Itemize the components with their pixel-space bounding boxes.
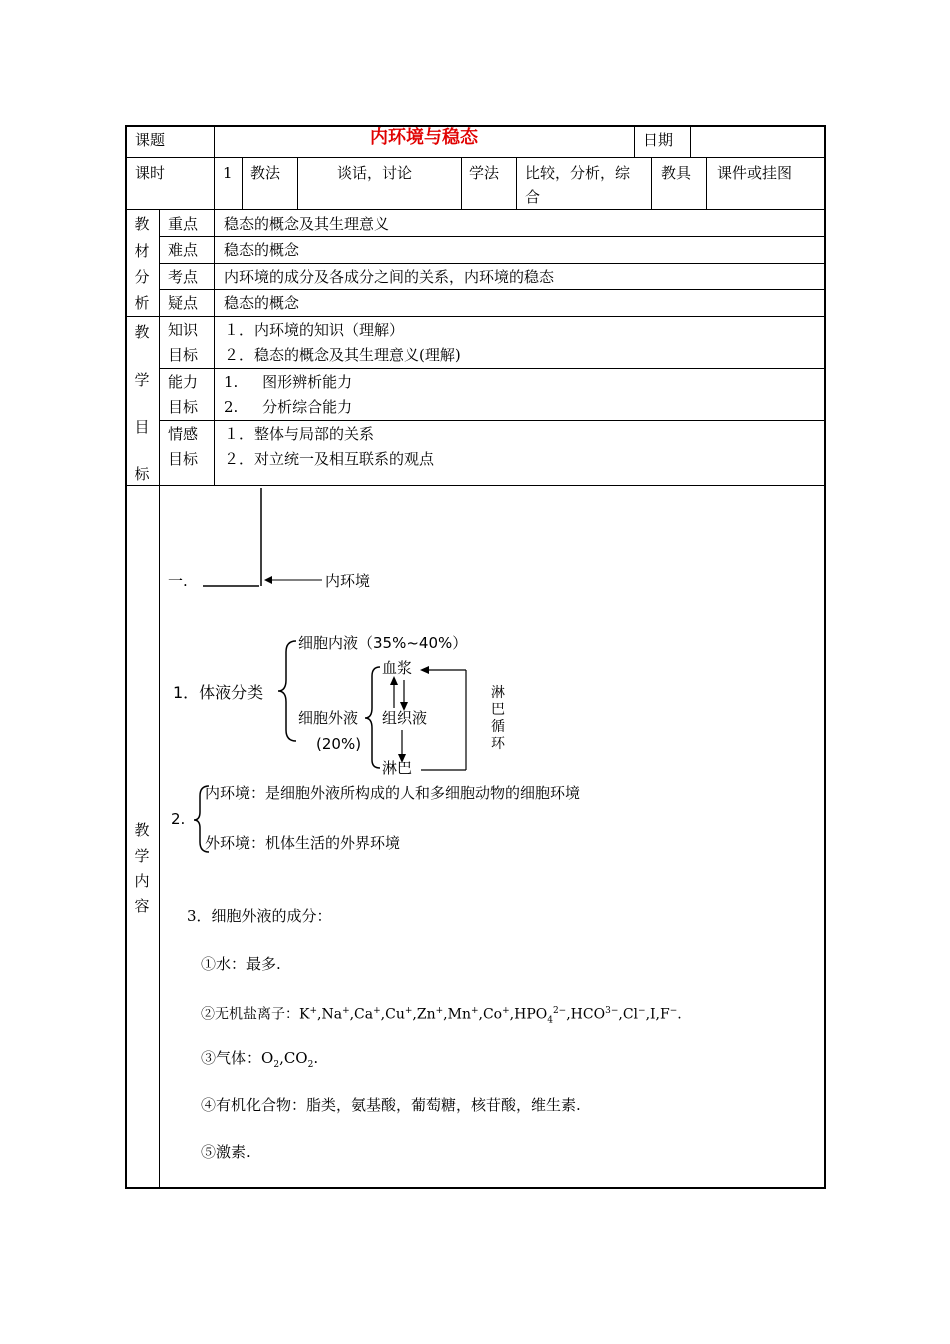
knowledge-line-2: ２．稳态的概念及其生理意义(理解): [224, 346, 461, 364]
topic-title: 内环境与稳态: [370, 127, 478, 148]
heading-arrow-label: 内环境: [325, 572, 371, 590]
ability-label-1: 能力: [168, 373, 199, 391]
analysis-value-doubt: 稳态的概念: [224, 294, 300, 312]
body-fluid-classification: 1．体液分类: [173, 683, 264, 702]
extracellular-fluid-percent: (20%): [316, 735, 362, 753]
component-ions: ②无机盐离子：$K^+,Na^+,Ca^+,Cu^+,Zn^+,Mn^+,Co^+,HPO_4^{2-},HCO^{3-},Cl^-,I,F^-$.: [201, 1006, 682, 1026]
analysis-value-exam-point: 内环境的成分及各成分之间的关系，内环境的稳态: [224, 268, 555, 286]
heading-prefix: 一.: [168, 572, 188, 590]
emotion-line-1: １．整体与局部的关系: [224, 425, 375, 443]
learning-method-value-line2: 合: [525, 188, 541, 206]
knowledge-label-1: 知识: [168, 321, 199, 339]
analysis-label-key-point: 重点: [168, 215, 199, 233]
topic-label: 课题: [135, 131, 166, 149]
learning-method-value-line1: 比较，分析，综: [525, 164, 631, 182]
tissue-fluid: 组织液: [382, 709, 428, 727]
teaching-method-label: 教法: [250, 164, 281, 182]
intracellular-fluid: 细胞内液（35%~40%）: [298, 634, 468, 652]
extracellular-components-title: 3．细胞外液的成分：: [187, 907, 332, 925]
component-gas: ③气体：$O_2,CO_2$.: [201, 1049, 319, 1070]
plasma: 血浆: [382, 659, 413, 677]
environment-item-number: 2.: [171, 810, 186, 828]
knowledge-line-1: １．内环境的知识（理解）: [224, 321, 405, 339]
tools-value: 课件或挂图: [717, 164, 793, 182]
tools-label: 教具: [661, 164, 692, 182]
date-label: 日期: [643, 131, 674, 149]
learning-method-label: 学法: [469, 164, 500, 182]
analysis-value-key-point: 稳态的概念及其生理意义: [224, 215, 390, 233]
emotion-label-1: 情感: [168, 425, 199, 443]
extracellular-fluid: 细胞外液: [298, 709, 359, 727]
ability-label-2: 目标: [168, 398, 199, 416]
analysis-label-exam-point: 考点: [168, 268, 199, 286]
analysis-label-difficulty: 难点: [168, 241, 199, 259]
ability-line-1: 1. 图形辨析能力: [224, 373, 353, 391]
external-environment-definition: 外环境：机体生活的外界环境: [205, 834, 401, 852]
analysis-value-difficulty: 稳态的概念: [224, 241, 300, 259]
lymph: 淋巴: [382, 759, 413, 777]
internal-environment-definition: 内环境：是细胞外液所构成的人和多细胞动物的细胞环境: [205, 784, 581, 802]
knowledge-label-2: 目标: [168, 346, 199, 364]
emotion-label-2: 目标: [168, 450, 199, 468]
component-water: ①水：最多.: [201, 955, 281, 973]
period-label: 课时: [135, 164, 166, 182]
teaching-method-value: 谈话，讨论: [337, 164, 413, 182]
component-hormone: ⑤激素.: [201, 1143, 251, 1161]
period-value: 1: [223, 164, 233, 182]
ability-line-2: 2. 分析综合能力: [224, 398, 353, 416]
component-organic: ④有机化合物：脂类，氨基酸，葡萄糖，核苷酸，维生素.: [201, 1096, 581, 1114]
emotion-line-2: ２．对立统一及相互联系的观点: [224, 450, 435, 468]
analysis-label-doubt: 疑点: [168, 294, 199, 312]
